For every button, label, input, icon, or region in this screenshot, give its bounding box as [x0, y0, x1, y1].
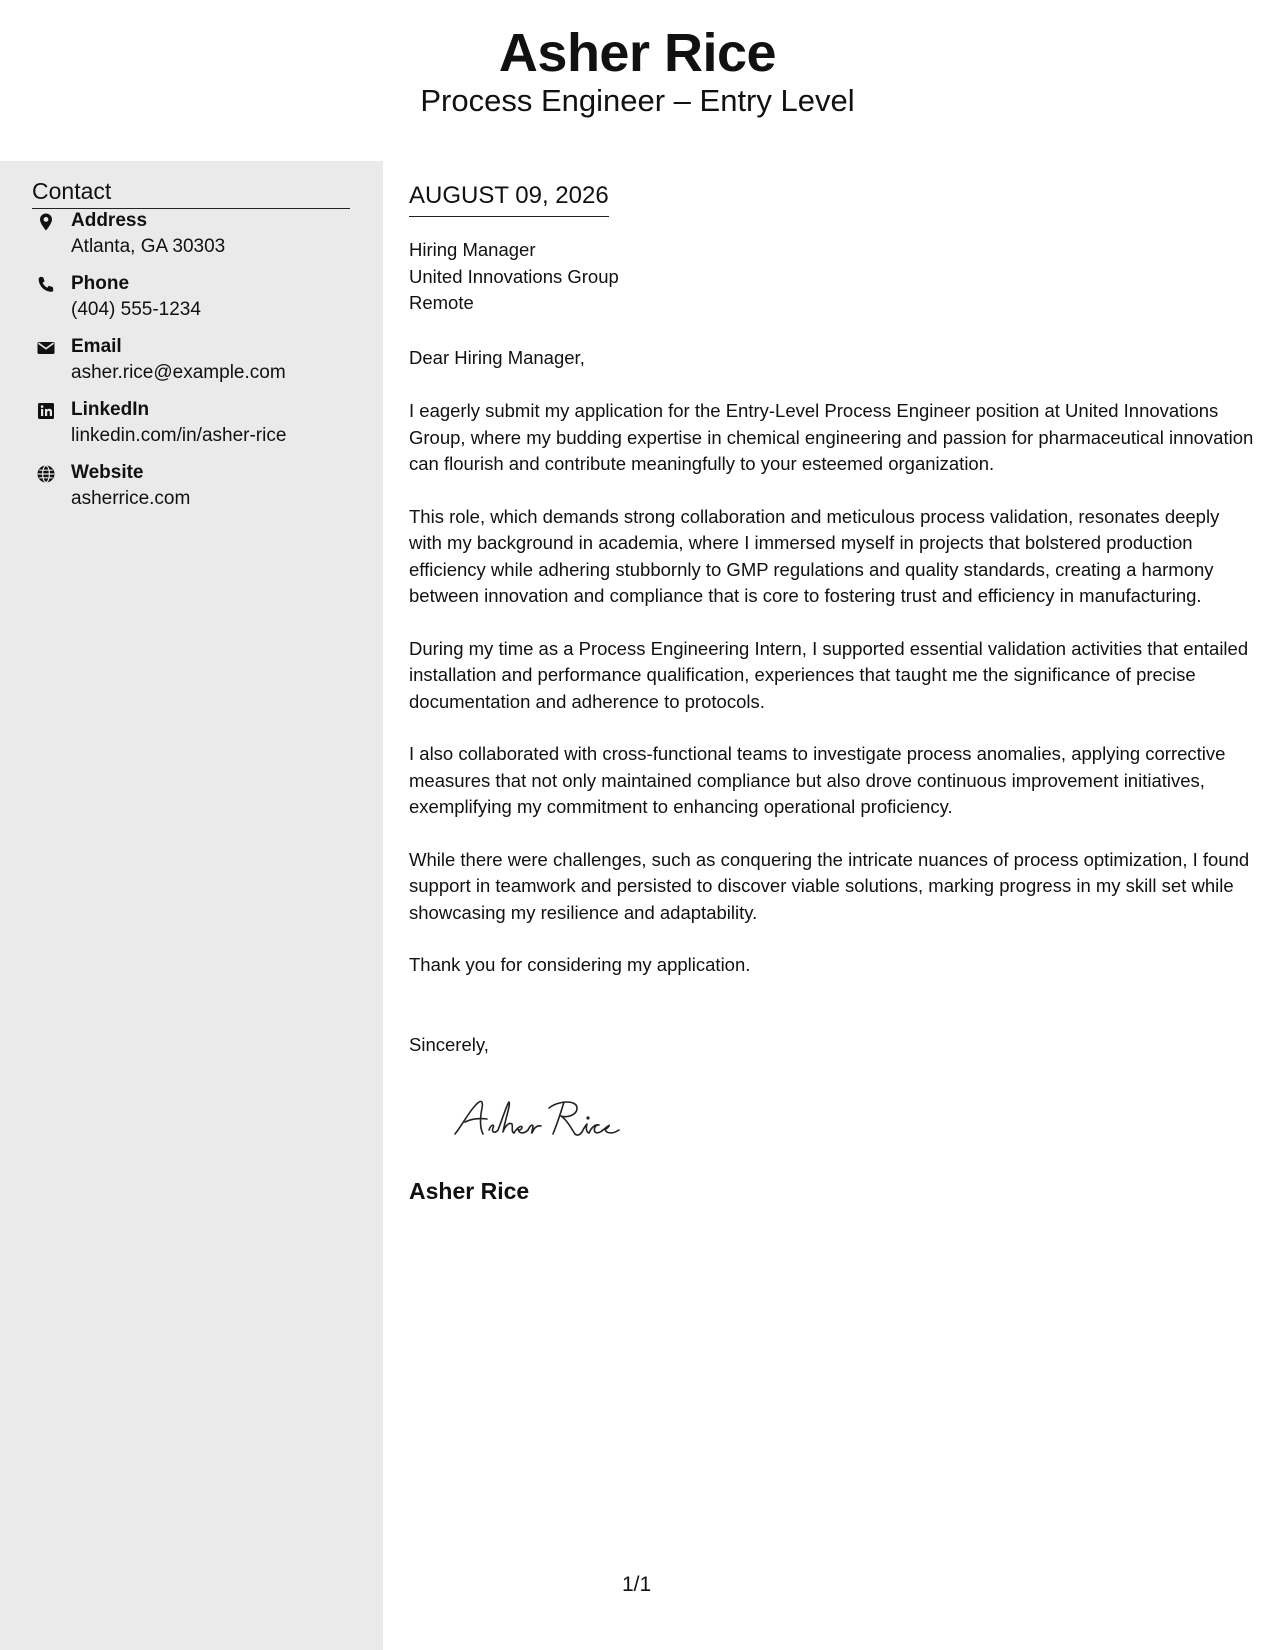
contact-label: Phone	[71, 273, 130, 294]
recipient-name: Hiring Manager	[409, 239, 536, 260]
page-number: 1/1	[622, 1573, 652, 1596]
paragraph: This role, which demands strong collaboration and meticulous process validation, resonates deeply with my background in academia, where I immersed myself in projects that bolstered production efficiency while adhering stubbornly to GMP regulations and quality standards, creating a harmony between innovation and compliance that is core to fostering trust and efficiency in manufacturing.	[409, 505, 1220, 606]
closing: Sincerely,	[409, 1034, 489, 1055]
signer-name: Asher Rice	[409, 1178, 530, 1204]
contact-label: Address	[71, 210, 148, 231]
contact-heading: Contact	[32, 176, 350, 209]
paragraph: I eagerly submit my application for the Entry-Level Process Engineer position at United Innovations Group, where my budding expertise in chemical engineering and passion for pharmaceutical innovation can flourish and contribute meaningfully to your esteemed organization.	[409, 400, 1254, 474]
contact-value: Atlanta, GA 30303	[71, 236, 226, 257]
paragraph: Thank you for considering my application.	[409, 954, 751, 975]
phone-icon	[36, 275, 56, 295]
contact-label: Website	[71, 462, 144, 483]
map-pin-icon	[36, 212, 56, 232]
paragraph: While there were challenges, such as conquering the intricate nuances of process optimization, I found support in teamwork and persisted to discover viable solutions, marking progress in my skill set while showcasing my resilience and adaptability.	[409, 848, 1250, 923]
contact-value: linkedin.com/in/asher-rice	[71, 425, 287, 446]
applicant-name: Asher Rice	[498, 23, 777, 83]
job-title: Process Engineer – Entry Level	[420, 83, 855, 118]
linkedin-icon	[36, 401, 56, 421]
contact-linkedin	[32, 397, 362, 453]
contact-email	[32, 334, 362, 390]
paragraph: I also collaborated with cross-functional teams to investigate process anomalies, applying corrective measures that not only maintained compliance but also drove continuous improvement initiatives, exemplifying my commitment to enhancing operational proficiency.	[409, 743, 1226, 817]
letter-paragraphs	[409, 398, 1254, 1005]
contact-label: Email	[71, 336, 122, 357]
recipient-company: United Innovations Group	[409, 265, 619, 287]
recipient-location: Remote	[409, 292, 474, 313]
contact-value: asherrice.com	[71, 488, 191, 509]
contact-value: asher.rice@example.com	[71, 362, 286, 383]
paragraph: During my time as a Process Engineering Intern, I supported essential validation activities that entailed installation and performance qualification, experiences that taught me the significance of precise documentation and adherence to protocols.	[409, 637, 1249, 712]
salutation: Dear Hiring Manager,	[409, 347, 585, 368]
contact-address	[32, 208, 362, 264]
globe-icon	[36, 464, 56, 484]
signature-image	[449, 1094, 639, 1142]
sidebar	[0, 161, 383, 1650]
contact-label: LinkedIn	[71, 399, 150, 420]
contact-website	[32, 460, 362, 516]
contact-value: (404) 555-1234	[71, 299, 201, 320]
contact-phone	[32, 271, 362, 327]
header	[0, 0, 1275, 161]
envelope-icon	[36, 338, 56, 358]
letter-date: AUGUST 09, 2026	[409, 180, 609, 217]
recipient-block	[409, 237, 619, 317]
